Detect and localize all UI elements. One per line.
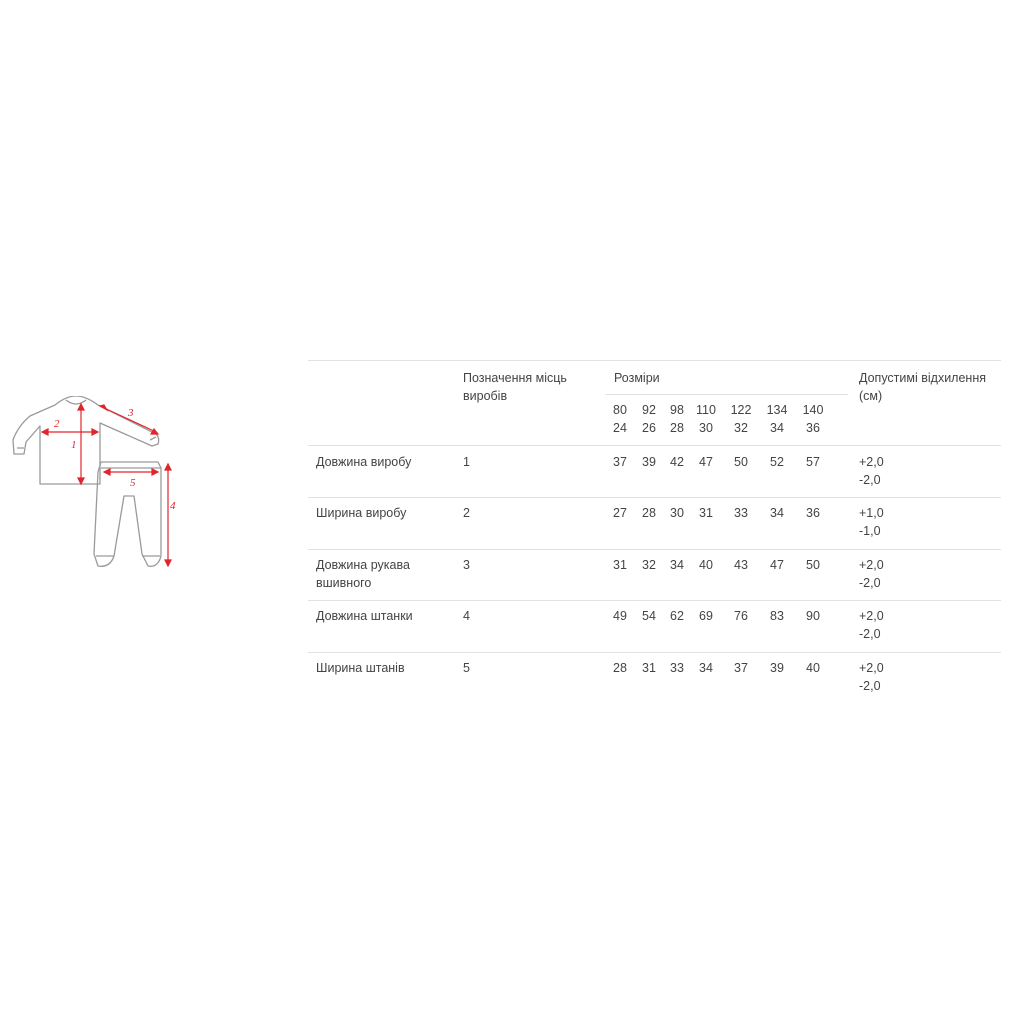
row-size-value: 54 [642,609,656,624]
row-tolerance-plus: +2,0 [859,557,884,572]
measure-label-4: 4 [170,500,176,512]
row-size-value: 43 [734,557,748,572]
row-size-value: 50 [734,455,748,469]
row-size-value: 28 [642,506,656,521]
row-size-value: 31 [613,557,627,572]
row-size-value: 69 [699,609,713,624]
size-height: 98 [670,403,684,417]
header-sizes: Розміри [614,371,660,385]
size-height: 134 [766,403,788,417]
row-size-value: 47 [699,455,713,469]
row-size-value: 42 [670,455,684,469]
row-measurement-name: Довжина рукава вшивного [316,557,410,590]
row-size-value: 40 [806,660,820,675]
row-size-value: 76 [734,609,748,624]
size-number: 28 [670,421,684,435]
row-size-value: 62 [670,609,684,624]
row-size-value: 49 [613,609,627,624]
size-height: 122 [730,403,752,417]
row-size-value: 34 [670,557,684,572]
row-size-value: 30 [670,506,684,521]
row-size-value: 33 [734,506,748,521]
row-mark: 3 [463,557,470,572]
row-size-value: 40 [699,557,713,572]
row-size-value: 33 [670,660,684,675]
pajama-measurement-diagram [8,396,188,576]
row-size-value: 31 [699,506,713,521]
row-mark: 1 [463,455,470,469]
row-divider [308,549,1001,550]
row-measurement-name: Ширина штанів [316,660,405,675]
row-size-value: 27 [613,506,627,521]
row-size-value: 37 [613,455,627,469]
row-divider [308,652,1001,653]
row-size-value: 47 [770,557,784,572]
header-designation: Позначення місць виробів [463,371,567,403]
sizes-header-divider [605,394,848,395]
row-divider [308,497,1001,498]
size-table [308,360,1001,702]
size-number: 32 [734,421,748,435]
row-divider [308,600,1001,601]
row-tolerance-plus: +2,0 [859,455,884,469]
row-mark: 5 [463,660,470,675]
size-height: 92 [642,403,656,417]
row-size-value: 32 [642,557,656,572]
size-height: 80 [613,403,627,417]
row-measurement-name: Довжина виробу [316,455,412,469]
row-size-value: 39 [642,455,656,469]
row-tolerance-minus: -2,0 [859,575,881,590]
row-mark: 4 [463,609,470,624]
row-size-value: 90 [806,609,820,624]
row-size-value: 52 [770,455,784,469]
row-tolerance-minus: -2,0 [859,473,881,487]
size-number: 30 [699,421,713,435]
row-size-value: 39 [770,660,784,675]
size-number: 34 [770,421,784,435]
header-tolerance: Допустимі відхилення (см) [859,371,987,403]
row-size-value: 34 [699,660,713,675]
measure-label-3: 3 [128,407,134,419]
measure-label-5: 5 [130,477,136,489]
row-tolerance-minus: -2,0 [859,678,881,693]
row-size-value: 83 [770,609,784,624]
row-size-value: 37 [734,660,748,675]
row-size-value: 36 [806,506,820,521]
row-tolerance-plus: +2,0 [859,660,884,675]
row-size-value: 57 [806,455,820,469]
row-size-value: 50 [806,557,820,572]
row-measurement-name: Довжина штанки [316,609,413,624]
table-top-border [308,360,1001,361]
row-tolerance-minus: -1,0 [859,524,881,539]
header-bottom-border [308,445,1001,446]
size-number: 24 [613,421,627,435]
size-number: 36 [806,421,820,435]
size-height: 140 [802,403,824,417]
row-mark: 2 [463,506,470,521]
row-size-value: 28 [613,660,627,675]
row-tolerance-minus: -2,0 [859,627,881,642]
row-size-value: 34 [770,506,784,521]
measure-label-2: 2 [54,418,60,430]
pajama-sketch [8,396,188,576]
row-size-value: 31 [642,660,656,675]
row-tolerance-plus: +2,0 [859,609,884,624]
measure-label-1: 1 [71,439,77,451]
size-height: 110 [696,403,716,417]
row-measurement-name: Ширина виробу [316,506,407,521]
size-number: 26 [642,421,656,435]
row-tolerance-plus: +1,0 [859,506,884,521]
